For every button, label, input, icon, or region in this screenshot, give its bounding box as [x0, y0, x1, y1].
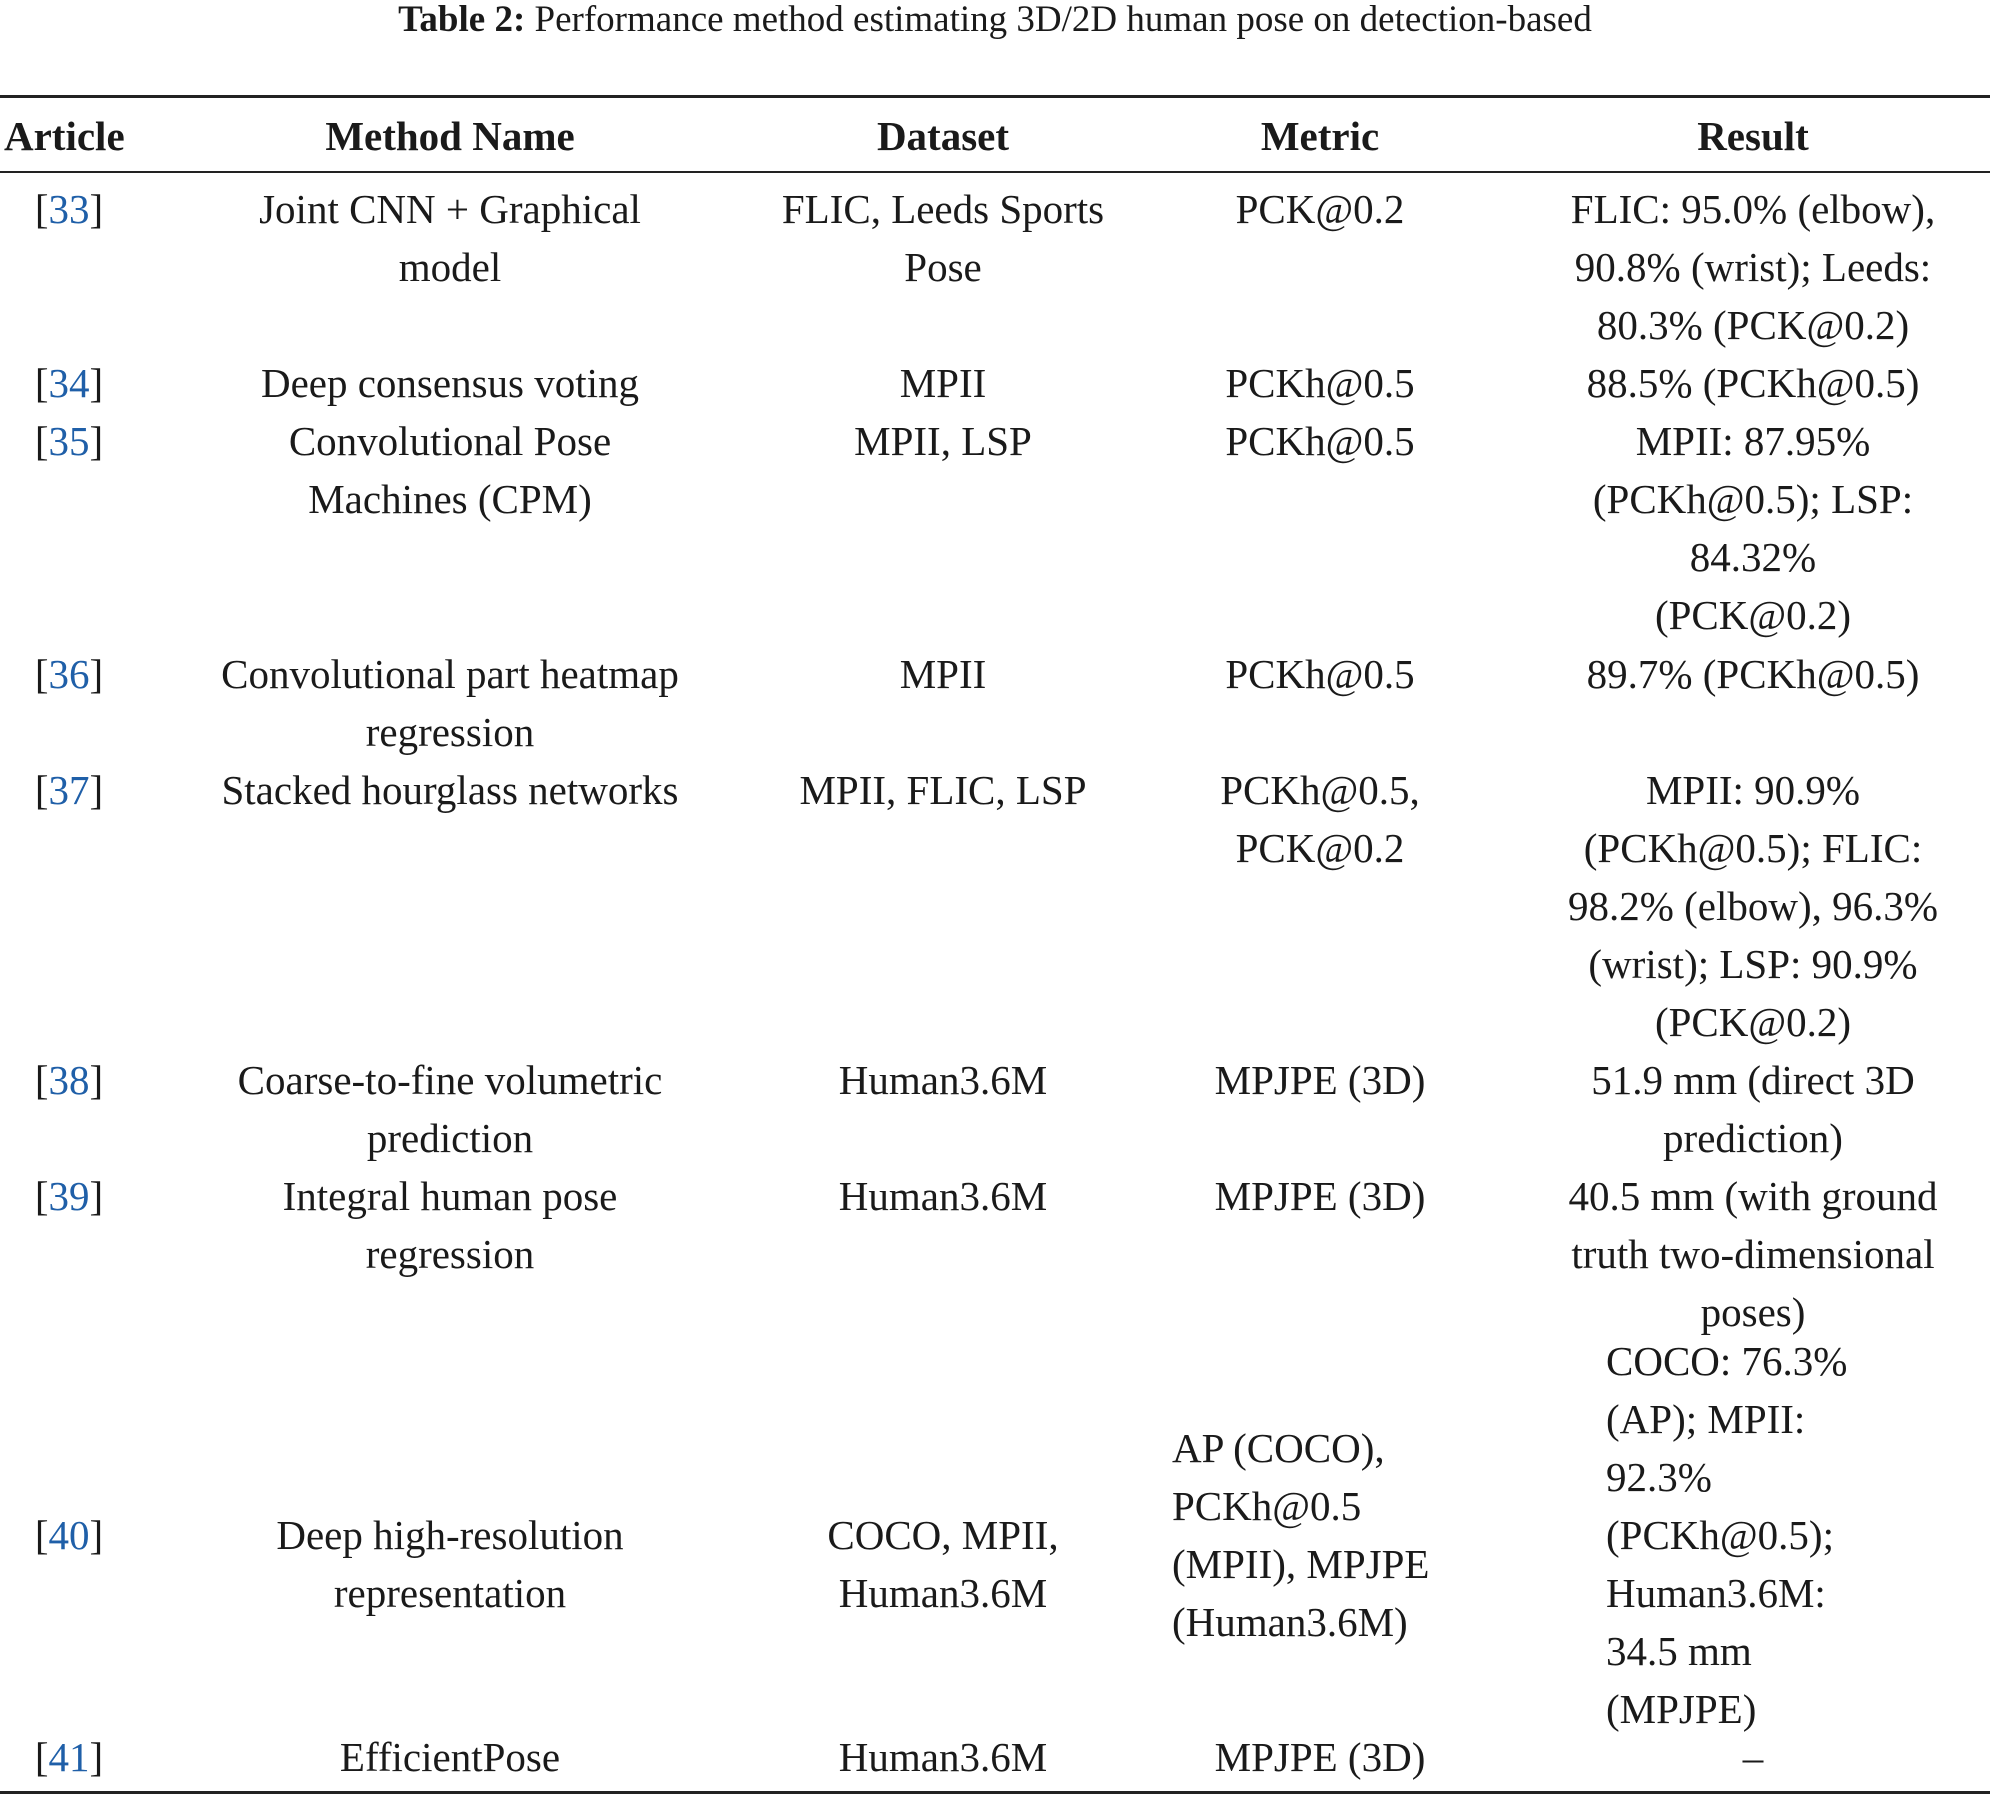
method-line: Coarse-to-fine volumetric [237, 1057, 663, 1103]
header-metric: Metric [1260, 113, 1380, 159]
article-ref[interactable]: [34] [34, 360, 104, 406]
dataset-cell [748, 354, 1138, 412]
metric-cell [1160, 1728, 1480, 1786]
dataset-line: Human3.6M [838, 1570, 1048, 1616]
result-line: MPII: 87.95% [1635, 418, 1871, 464]
metric-line: AP (COCO), [1172, 1425, 1385, 1471]
dataset-cell [748, 412, 1138, 470]
result-line: (PCK@0.2) [1654, 592, 1852, 638]
article-ref[interactable]: [35] [34, 418, 104, 464]
article-ref[interactable]: [36] [34, 651, 104, 697]
dataset-cell [748, 645, 1138, 703]
dataset-line: MPII [899, 360, 987, 406]
dataset-line: Human3.6M [838, 1173, 1048, 1219]
result-line: (PCKh@0.5); [1606, 1512, 1834, 1558]
article-ref[interactable]: [38] [34, 1057, 104, 1103]
dataset-cell [748, 1506, 1138, 1622]
dataset-cell [748, 1728, 1138, 1786]
top-rule [0, 95, 1990, 98]
ref-link[interactable]: 41 [48, 1734, 90, 1780]
dataset-line: MPII [899, 651, 987, 697]
metric-line: PCKh@0.5 [1225, 418, 1415, 464]
ref-link[interactable]: 37 [48, 767, 90, 813]
header-article: Article [4, 113, 125, 159]
ref-link[interactable]: 39 [48, 1173, 90, 1219]
metric-line: (Human3.6M) [1172, 1599, 1408, 1645]
dataset-cell [748, 1051, 1138, 1109]
dataset-cell [748, 180, 1138, 296]
metric-line: PCK@0.2 [1235, 186, 1405, 232]
metric-cell [1160, 412, 1480, 470]
method-cell [168, 1167, 732, 1283]
table-caption [0, 0, 1990, 40]
method-cell [168, 180, 732, 296]
result-line: 98.2% (elbow), 96.3% [1567, 883, 1939, 929]
metric-cell [1160, 761, 1480, 877]
method-line: EfficientPose [339, 1734, 561, 1780]
method-cell [168, 1728, 732, 1786]
metric-line: MPJPE (3D) [1214, 1057, 1426, 1103]
result-line: (MPJPE) [1606, 1686, 1757, 1732]
header-rule [0, 171, 1990, 173]
method-line: Stacked hourglass networks [221, 767, 679, 813]
method-line: Machines (CPM) [308, 476, 592, 522]
metric-cell [1160, 180, 1480, 238]
method-line: regression [365, 1231, 535, 1277]
method-cell [168, 1051, 732, 1167]
result-line: (PCK@0.2) [1654, 999, 1852, 1045]
metric-line: PCKh@0.5 [1172, 1483, 1362, 1529]
method-line: model [398, 244, 502, 290]
dataset-cell [748, 761, 1138, 819]
metric-cell [1160, 1051, 1480, 1109]
result-cell [1528, 761, 1978, 1051]
article-ref[interactable]: [33] [34, 186, 104, 232]
dataset-line: MPII, LSP [854, 418, 1032, 464]
article-ref[interactable]: [41] [34, 1734, 104, 1780]
result-line: 80.3% (PCK@0.2) [1596, 302, 1910, 348]
method-cell [168, 761, 732, 819]
result-line: (AP); MPII: [1606, 1396, 1806, 1442]
result-line: 84.32% [1689, 534, 1817, 580]
result-cell [1528, 1051, 1978, 1167]
method-line: Convolutional Pose [288, 418, 612, 464]
result-line: prediction) [1663, 1115, 1843, 1161]
result-cell [1606, 1332, 1990, 1738]
result-line: 92.3% [1606, 1454, 1712, 1500]
dataset-line: Human3.6M [838, 1734, 1048, 1780]
result-cell [1528, 1728, 1978, 1786]
metric-line: PCKh@0.5 [1225, 651, 1415, 697]
result-line: 34.5 mm [1606, 1628, 1752, 1674]
result-cell [1528, 1167, 1978, 1341]
method-line: regression [365, 709, 535, 755]
result-line: 90.8% (wrist); Leeds: [1574, 244, 1932, 290]
result-line: 51.9 mm (direct 3D [1591, 1057, 1915, 1103]
ref-link[interactable]: 34 [48, 360, 90, 406]
result-line: 88.5% (PCKh@0.5) [1586, 360, 1920, 406]
result-line: 40.5 mm (with ground [1568, 1173, 1938, 1219]
header-result: Result [1697, 113, 1809, 159]
result-line: (wrist); LSP: 90.9% [1588, 941, 1918, 987]
result-line: Human3.6M: [1606, 1570, 1826, 1616]
method-line: representation [333, 1570, 567, 1616]
result-line: – [1742, 1734, 1764, 1780]
method-line: Deep consensus voting [260, 360, 640, 406]
result-line: MPII: 90.9% [1645, 767, 1861, 813]
dataset-line: Pose [904, 244, 982, 290]
result-line: (PCKh@0.5); FLIC: [1583, 825, 1923, 871]
metric-cell [1160, 354, 1480, 412]
dataset-line: FLIC, Leeds Sports [781, 186, 1105, 232]
result-cell [1528, 412, 1978, 644]
result-line: poses) [1700, 1289, 1806, 1335]
ref-link[interactable]: 33 [48, 186, 90, 232]
caption-text: Performance method estimating 3D/2D human pose on detection-based [534, 0, 1592, 40]
dataset-line: Human3.6M [838, 1057, 1048, 1103]
article-ref[interactable]: [37] [34, 767, 104, 813]
metric-cell [1160, 1167, 1480, 1225]
dataset-cell [748, 1167, 1138, 1225]
result-cell [1528, 645, 1978, 703]
metric-line: (MPII), MPJPE [1172, 1541, 1430, 1587]
bottom-rule [0, 1791, 1990, 1794]
method-line: Integral human pose [282, 1173, 618, 1219]
method-line: prediction [366, 1115, 534, 1161]
caption-label: Table 2: [398, 0, 526, 40]
method-cell [168, 645, 732, 761]
ref-link[interactable]: 36 [48, 651, 90, 697]
dataset-line: MPII, FLIC, LSP [799, 767, 1087, 813]
ref-link[interactable]: 38 [48, 1057, 90, 1103]
result-line: (PCKh@0.5); LSP: [1592, 476, 1914, 522]
metric-cell [1160, 645, 1480, 703]
metric-cell [1172, 1419, 1492, 1651]
ref-link[interactable]: 40 [48, 1512, 90, 1558]
metric-line: MPJPE (3D) [1214, 1734, 1426, 1780]
article-ref[interactable]: [39] [34, 1173, 104, 1219]
result-line: COCO: 76.3% [1606, 1338, 1848, 1384]
article-ref[interactable]: [40] [34, 1512, 104, 1558]
method-line: Convolutional part heatmap [221, 651, 679, 697]
metric-line: PCKh@0.5, [1220, 767, 1420, 813]
metric-line: PCK@0.2 [1235, 825, 1405, 871]
header-method: Method Name [325, 113, 575, 159]
metric-line: MPJPE (3D) [1214, 1173, 1426, 1219]
result-line: truth two-dimensional [1571, 1231, 1935, 1277]
method-cell [168, 412, 732, 528]
method-line: Joint CNN + Graphical [259, 186, 641, 232]
ref-link[interactable]: 35 [48, 418, 90, 464]
result-cell [1528, 354, 1978, 412]
result-cell [1528, 180, 1978, 354]
result-line: FLIC: 95.0% (elbow), [1570, 186, 1936, 232]
method-cell [168, 1506, 732, 1622]
metric-line: PCKh@0.5 [1225, 360, 1415, 406]
method-cell [168, 354, 732, 412]
method-line: Deep high-resolution [276, 1512, 624, 1558]
dataset-line: COCO, MPII, [827, 1512, 1059, 1558]
header-dataset: Dataset [876, 113, 1010, 159]
result-line: 89.7% (PCKh@0.5) [1586, 651, 1920, 697]
